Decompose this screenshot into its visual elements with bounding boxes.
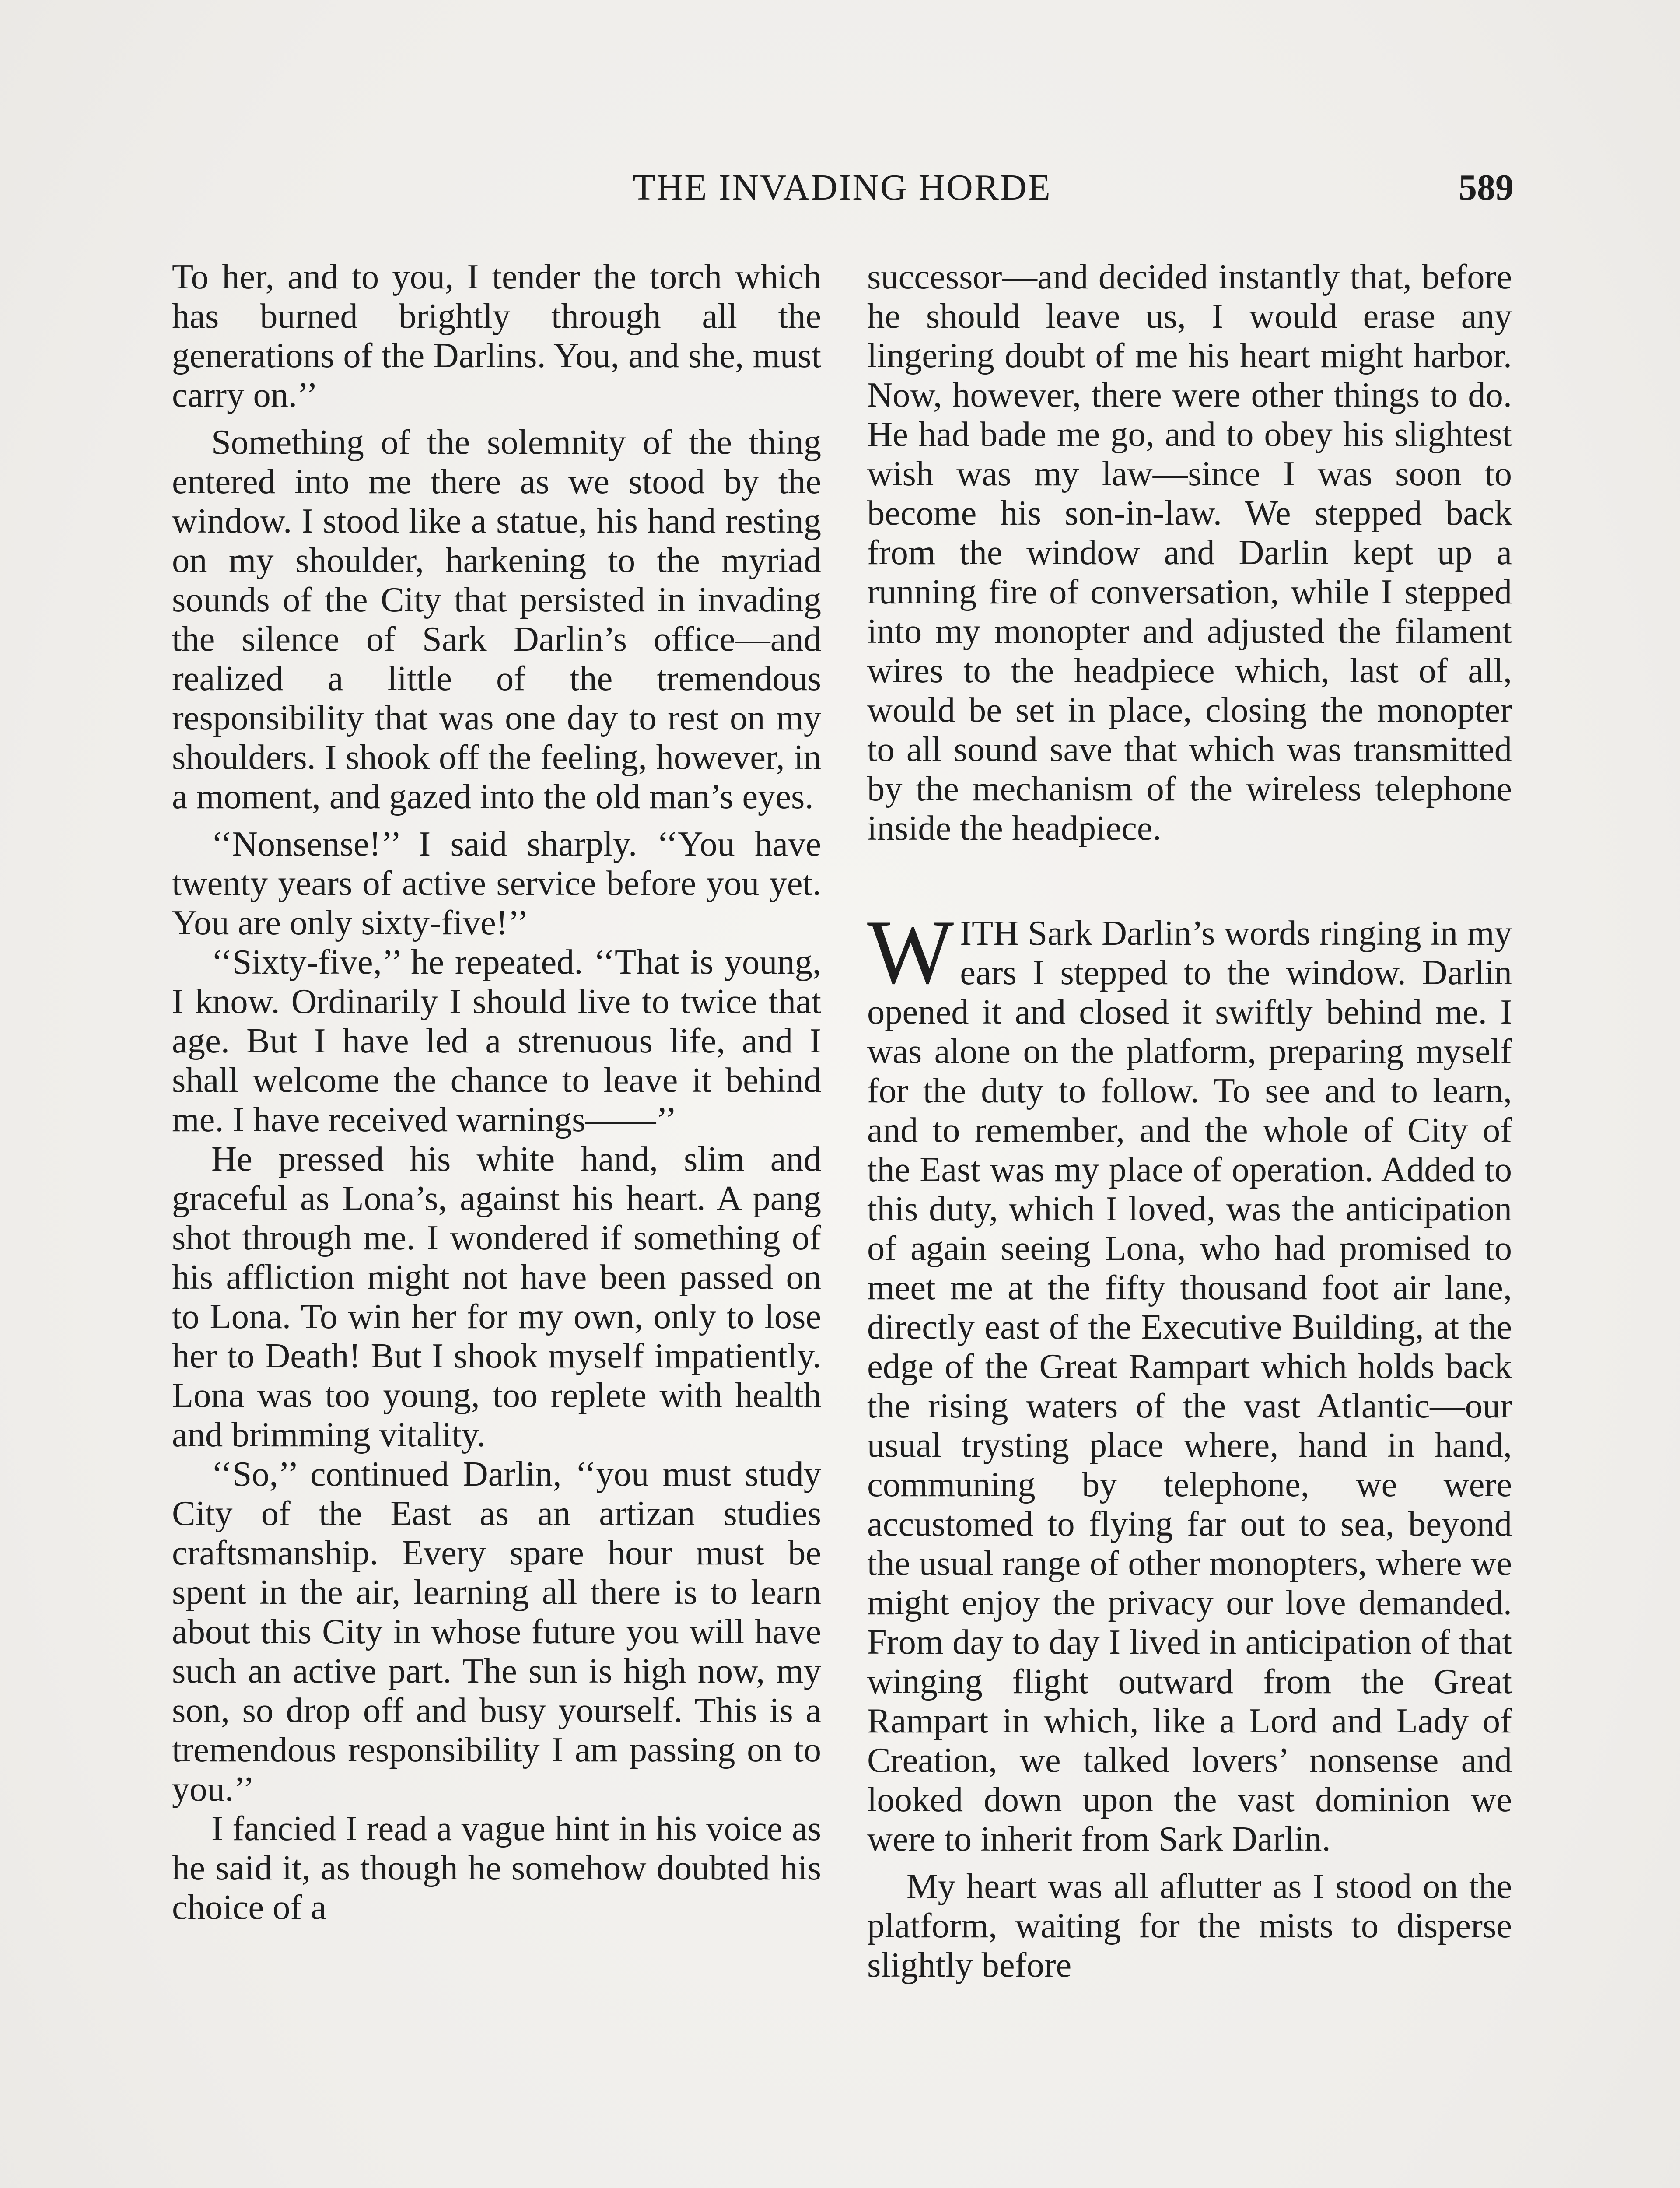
running-title: THE INVADING HORDE [633, 167, 1052, 208]
paragraph-text: Sark Darlin’s words ringing in my ears I stepped to the window. Darlin opened it and closed it swiftly behind me. I was alone on the platform, preparing myself for the duty to follow. To see and to learn, and to remember, and the whole of City of the East was my place of operation. Added to this duty, which I loved, was the anticipation of again seeing Lona, who had promised to meet me at the fifty thousand foot air lane, directly east of the Executive Building, at the edge of the Great Rampart which holds back the rising waters of the vast Atlantic—our usual trysting place where, hand in hand, communing by telephone, we were accustomed to flying far out to sea, beyond the usual range of other monopters, where we might enjoy the privacy our love demanded. From day to day I lived in anticipation of that winging flight outward from the Great Rampart in which, like a Lord and Lady of Creation, we talked lovers’ nonsense and looked down upon the vast dominion we were to inherit from Sark Darlin. [867, 914, 1512, 1858]
drop-cap: W [867, 901, 954, 1003]
paragraph: To her, and to you, I tender the torch which has burned brightly through all the generations of the Darlins. You, and she, must carry on.’’ [172, 257, 821, 414]
paragraph: I fancied I read a vague hint in his voice as he said it, as though he somehow doubted his choice of a [172, 1809, 821, 1927]
section-opening-paragraph [867, 901, 1512, 1859]
running-head [171, 166, 1514, 214]
paragraph: Something of the solemnity of the thing entered into me there as we stood by the window. I stood like a statue, his hand resting on my shoulder, harkening to the myriad sounds of the City that persisted in invading the silence of Sark Darlin’s office—and realized a little of the tremendous responsibility that was one day to rest on my shoulders. I shook off the feeling, however, in a moment, and gazed into the old man’s eyes. [172, 423, 821, 816]
page-number: 589 [1459, 167, 1514, 208]
paragraph: ‘‘So,’’ continued Darlin, ‘‘you must study City of the East as an artizan studies craftsmanship. Every spare hour must be spent in the air, learning all there is to learn about this City in whose future you will have such an active part. The sun is high now, my son, so drop off and busy yourself. This is a tremendous responsibility I am passing on to you.’’ [172, 1455, 821, 1809]
paragraph: ‘‘Sixty-five,’’ he repeated. ‘‘That is young, I know. Ordinarily I should live to twice that age. But I have led a strenuous life, and I shall welcome the chance to leave it behind me. I have received warnings——’’ [172, 943, 821, 1139]
paragraph: successor—and decided instantly that, before he should leave us, I would erase any lingering doubt of me his heart might harbor. Now, however, there were other things to do. He had bade me go, and to obey his slightest wish was my law—since I was soon to become his son-in-law. We stepped back from the window and Darlin kept up a running fire of conversation, while I stepped into my monopter and adjusted the filament wires to the headpiece which, last of all, would be set in place, closing the monopter to all sound save that which was transmitted by the mechanism of the wireless telephone inside the headpiece. [867, 257, 1512, 848]
left-column [172, 257, 821, 1927]
paragraph: ‘‘Nonsense!’’ I said sharply. ‘‘You have twenty years of active service before you yet. You are only sixty-five!’’ [172, 824, 821, 942]
right-column [867, 257, 1512, 1985]
drop-cap-continuation: ITH [960, 914, 1019, 953]
paragraph: My heart was all aflutter as I stood on the platform, waiting for the mists to disperse slightly before [867, 1867, 1512, 1985]
paragraph: He pressed his white hand, slim and graceful as Lona’s, against his heart. A pang shot through me. I wondered if something of his affliction might not have been passed on to Lona. To win her for my own, only to lose her to Death! But I shook myself impatiently. Lona was too young, too replete with health and brimming vitality. [172, 1140, 821, 1454]
